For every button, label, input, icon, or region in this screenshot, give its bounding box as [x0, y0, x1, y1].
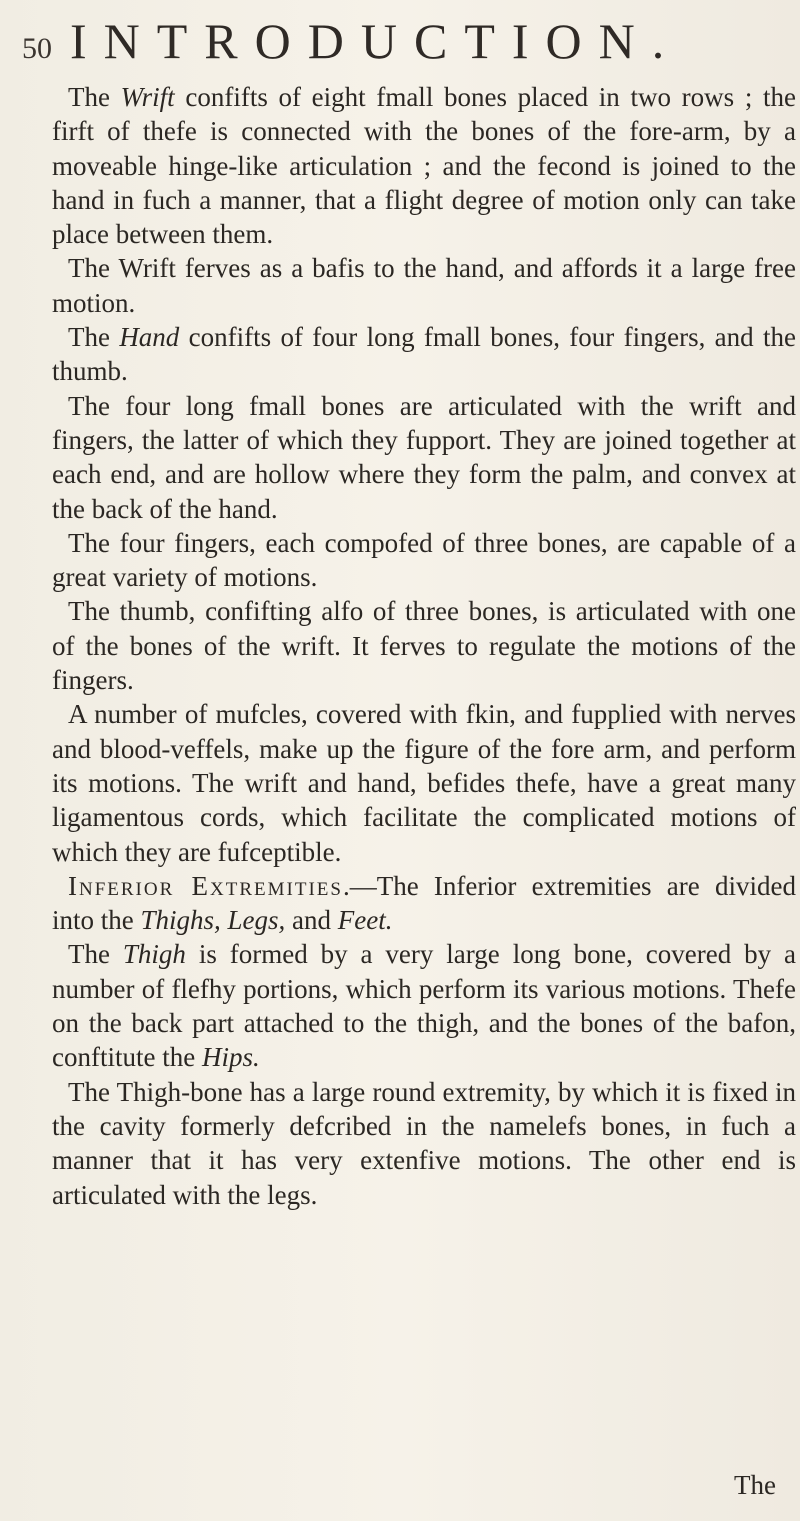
italic-term: Hand — [119, 322, 180, 353]
running-title: INTRODUCTION. — [70, 13, 682, 69]
text-run: The Thigh-bone has a large round extremity, by which it is fixed in the cavity formerly defcribed in the namelefs bones, in fuch a manner that it has very extenfive motions. The other end is articulated with the legs. — [52, 1076, 796, 1210]
text-run: A number of mufcles, covered with fkin, and fupplied with nerves and blood-veffels, make up the figure of the fore arm, and perform its motions. The wrift and hand, befides thefe, have a great many ligamentous cords, which facilitate the complicated motions of which they are fufceptible. — [52, 699, 796, 867]
paragraph — [52, 251, 796, 320]
paragraph — [52, 869, 796, 938]
section-heading: Inferior Extremities — [68, 870, 343, 901]
text-run: The — [68, 82, 121, 112]
text-run: The thumb, confifting alfo of three bones, is articulated with one of the bones of the wrift. It ferves to regulate the motions of the fingers. — [52, 596, 796, 696]
italic-term: Feet. — [337, 905, 393, 936]
page-number: 50 — [22, 32, 52, 65]
text-run: The four fingers, each compofed of three bones, are capable of a great variety of motions. — [52, 527, 796, 593]
text-run: .—The Inferior extremities are divided into the — [52, 870, 796, 936]
paragraph — [52, 937, 796, 1074]
italic-term: Wrift — [120, 82, 175, 112]
text-run: The four long fmall bones are articulated with the wrift and fingers, the latter of which they fupport. They are joined together at each end, and are hollow where they form the palm, and convex at the back of the hand. — [52, 390, 796, 524]
text-run: The Wrift ferves as a bafis to the hand, and affords it a large free motion. — [52, 253, 796, 318]
text-run: is formed by a very large long bone, covered by a number of flefhy portions, which perform its various motions. Thefe on the back part attached to the thigh, and the bones of the bafon, conftitute the — [52, 939, 796, 1073]
paragraph — [52, 697, 796, 868]
italic-term: Hips. — [201, 1042, 260, 1073]
text-run: confifts of four long fmall bones, four fingers, and the thumb. — [52, 322, 796, 387]
text-run: The — [68, 322, 120, 353]
paragraph — [52, 80, 796, 251]
text-run: confifts of eight fmall bones placed in two rows ; the firft of thefe is connected with the bones of the fore-arm, by a moveable hinge-like articulation ; and the fecond is joined to the hand in fuch a manner, that a flight degree of motion only can take place between them. — [52, 82, 796, 250]
text-run: and — [285, 905, 338, 936]
paragraph — [52, 526, 796, 595]
catchword: The — [734, 1470, 776, 1500]
page-header — [22, 8, 782, 68]
italic-term: Thigh — [122, 939, 186, 970]
italic-term: Thighs, Legs, — [140, 905, 286, 936]
paragraph — [52, 320, 796, 389]
paragraph — [52, 1075, 796, 1212]
paragraph — [52, 594, 796, 697]
body-text — [52, 80, 796, 1212]
paragraph — [52, 389, 796, 526]
text-run: The — [68, 939, 123, 970]
